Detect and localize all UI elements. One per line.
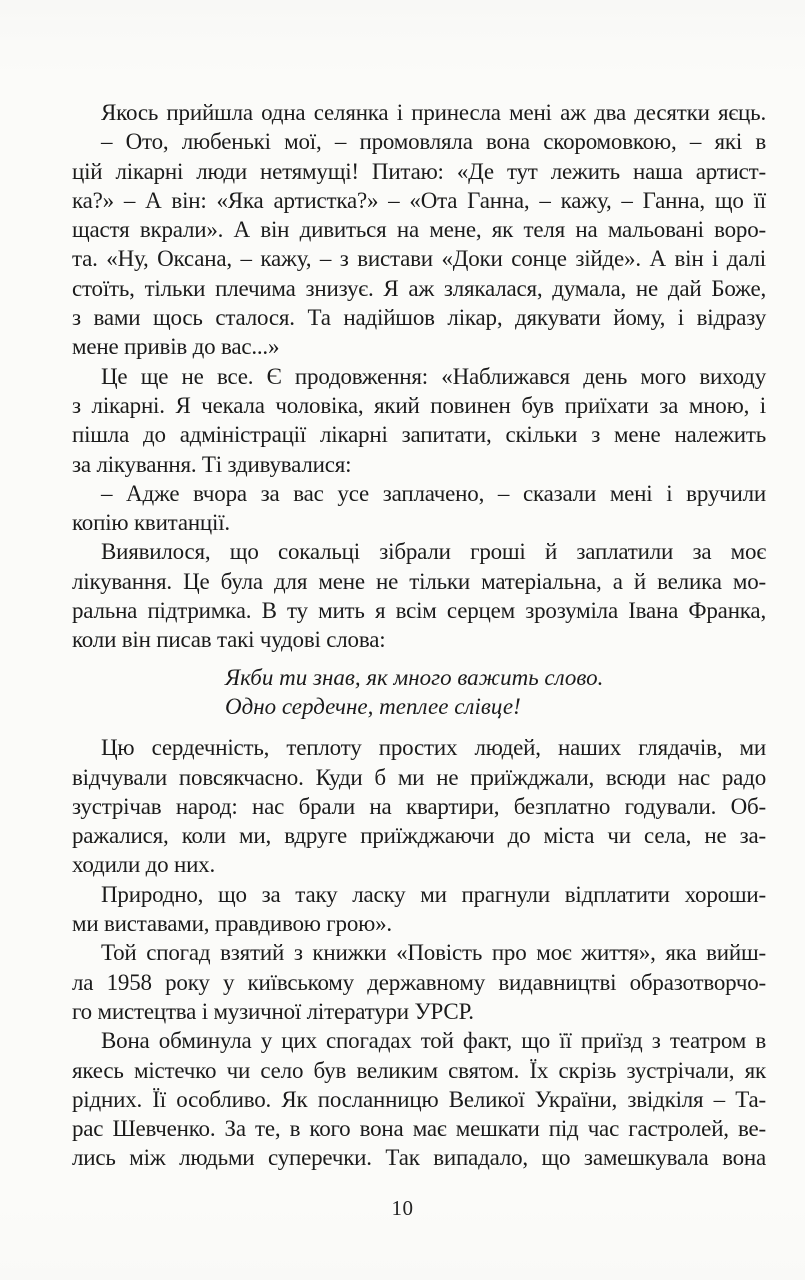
text-line: стоїть, тільки плечима знизує. Я аж злякалася, думала, не дай Боже, <box>72 275 766 301</box>
paragraph <box>72 127 766 361</box>
verse-line: Одно сердечне, теплее слівце! <box>225 693 521 719</box>
text-line: го мистецтва і музичної літератури УРСР. <box>72 998 474 1024</box>
text-line: Якось прийшла одна селянка і принесла мені аж два десятки яєць. <box>101 100 766 125</box>
text-line: ражалися, коли ми, вдруге приїжджаючи до міста чи села, не за- <box>72 823 766 849</box>
text-line: рідних. Її особливо. Як посланницю Великої України, звідкіля – Та- <box>72 1086 766 1112</box>
paragraph <box>72 880 766 939</box>
text-line: Той спогад взятий з книжки «Повість про моє життя», яка вийш- <box>101 940 766 966</box>
text-line: ла 1958 року у київському державному видавництві образотворчо- <box>72 969 766 995</box>
text-line: Виявилося, що сокальці зібрали гроші й заплатили за моє <box>101 539 766 565</box>
text-line: Природно, що за таку ласку ми прагнули відплатити хороши- <box>101 881 766 907</box>
verse-line: Якби ти знав, як много важить слово. <box>225 664 604 690</box>
text-line: ральна підтримка. В ту мить я всім серцем зрозуміла Івана Франка, <box>72 598 766 624</box>
verse-block <box>225 663 766 722</box>
text-line: ми виставами, правдивою грою». <box>72 911 392 937</box>
text-line: якесь містечко чи село був великим святом. Їх скрізь зустрічали, як <box>72 1057 766 1083</box>
paragraph <box>72 1026 766 1172</box>
text-line: та. «Ну, Оксана, – кажу, – з вистави «Доки сонце зійде». А він і далі <box>72 246 766 272</box>
paragraph <box>72 733 766 879</box>
text-line: відчували повсякчасно. Куди б ми не приїжджали, всюди нас радо <box>72 764 766 790</box>
text-block <box>72 98 766 1173</box>
paragraph <box>72 362 766 479</box>
text-line: коли він писав такі чудові слова: <box>72 627 386 653</box>
text-line: з лікарні. Я чекала чоловіка, який повинен був приїхати за мною, і <box>72 392 766 418</box>
page-number: 10 <box>391 1196 414 1220</box>
text-line: ходили до них. <box>72 852 216 878</box>
text-line: Цю сердечність, теплоту простих людей, наших глядачів, ми <box>101 735 766 761</box>
paragraph <box>72 98 766 127</box>
text-line: Це ще не все. Є продовження: «Наближався день мого виходу <box>101 363 766 389</box>
text-line: рас Шевченко. За те, в кого вона має мешкати під час гастролей, ве- <box>72 1116 766 1142</box>
text-line: зустрічав народ: нас брали на квартири, безплатно годували. Об- <box>72 793 766 819</box>
text-line: Вона обминула у цих спогадах той факт, що її приїзд з театром в <box>101 1028 766 1054</box>
text-line: з вами щось сталося. Та надійшов лікар, дякувати йому, і відразу <box>72 305 766 331</box>
text-line: мене привів до вас...» <box>72 334 280 360</box>
paragraph <box>72 938 766 1026</box>
text-line: – Адже вчора за вас усе заплачено, – сказали мені і вручили <box>101 480 766 506</box>
paragraph <box>72 479 766 538</box>
text-line: копію квитанції. <box>72 510 230 536</box>
text-line: цій лікарні люди нетямущі! Питаю: «Де тут лежить наша артист- <box>72 158 766 184</box>
text-line: за лікування. Ті здивувалися: <box>72 451 352 477</box>
text-line: щастя вкрали». А він дивиться на мене, як теля на мальовані воро- <box>72 217 766 243</box>
paragraph <box>72 537 766 654</box>
text-line: лись між людьми суперечки. Так випадало, що замешкувала вона <box>72 1145 766 1171</box>
text-line: пішла до адміністрації лікарні запитати, скільки з мене належить <box>72 422 766 448</box>
text-line: – Ото, любенькі мої, – промовляла вона скоромовкою, – які в <box>101 129 766 155</box>
text-line: лікування. Це була для мене не тільки матеріальна, а й велика мо- <box>72 568 766 594</box>
text-line: ка?» – А він: «Яка артистка?» – «Ота Ганна, – кажу, – Ганна, що її <box>72 187 766 213</box>
